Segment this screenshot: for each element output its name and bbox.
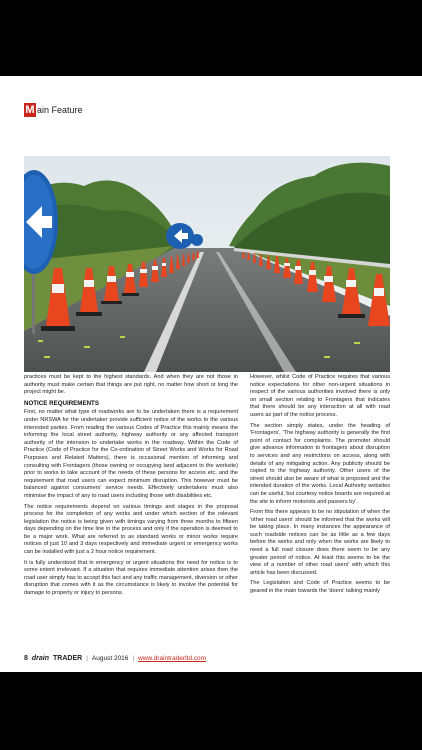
section-header: [24, 102, 83, 118]
paragraph: It is fully understood that in emergency or urgent situations the need for notice is to some extent irrelevant. If a situation that requires immediate attention arises then the road user simply has to accept this fact and any traffic management, diversion or other disruption that comes with it as the circumstance is likely to involve the potential for damage to property or injury to persons.: [24, 559, 238, 597]
magazine-page: [0, 76, 422, 672]
paragraph: From this there appears to be no stipulation of when the 'other road users' should be informed that the works will be taking place. In many instances the appearance of such roadside notices can be as little as a few days before the works and only when the works are likely to need a full road closure does there seem to be any greater period of notice. At least this seems to be the view of a number of other road users' with which this article has been discussed.: [250, 509, 390, 576]
footer-separator: |: [132, 654, 135, 662]
brand-drain: drain: [31, 654, 50, 662]
page-footer: [24, 652, 206, 664]
column-right: [250, 374, 390, 599]
paragraph: The section simply states, under the heading of 'Frontagers', 'The highway authority is generally the first point of contact for complaints. The promoter should give advance information to frontagers about disruption to services and any restrictions on access, along with details of any mitigating action. Any publicity should be copied to the highway authority. Other users of the street should also be aware of what is proposed and the intended duration of the works. Local Authority websites can be useful, but courtesy notice boards are required at the site to inform motorists and passers by'.: [250, 422, 390, 505]
section-title: ain Feature: [37, 105, 83, 115]
paragraph: The Legislation and Code of Practice seems to be geared in the main towards the 'doers' talking mainly: [250, 580, 390, 595]
subheading: NOTICE REQUIREMENTS: [24, 399, 99, 407]
paragraph: However, whilst Code of Practice requires that various notice expectations for other non-urgent situations in respect of the various authorities involved there is only on small section relating to Frontagers that indicates that there should be any interaction at all with road users as part of the notice process.: [250, 374, 390, 418]
article-body: [24, 374, 390, 648]
roadworks-photo: [24, 156, 390, 372]
issue-date: August 2016: [91, 654, 129, 662]
page-number: 8: [24, 654, 28, 662]
paragraph: practices must be kept to the highest standards. And when they are not those in authority must make certain that things are put right, no matter how short or long the project might be.: [24, 374, 238, 396]
brand-trader: TRADER: [53, 654, 83, 662]
section-logo: M: [25, 103, 35, 116]
paragraph: First, no matter what type of roadworks are to be undertaken there is a requirement under NRSWA for the undertaker provide sufficient notice of the works to the various interested parties. From reading the various Codes of Practice this mainly means the informing the local street authority, highway authority or any affected transport authority of the intension to undertake works in the roadway. Within the Code of Practice (Code of Practice for the Co-ordination of Street Works and Works for Road Purposes and Related Matters), there is occasional mention of informing and consulting with Frontagers (those owning or occupying land adjacent to the worksite) prior to works to take account of the needs of these persons for access etc. and the requirement that road users can expect minimum disruption. This however must be balanced against consumers' service needs. Effectively undertakers must also minimise the impact of any to road users including those with disabilities etc.: [24, 409, 238, 499]
article-photo: [24, 156, 390, 372]
paragraph: The notice requirements depend on various timings and stages in the proposal process for the completion of any works and under which section of the relevant legislation the notice is being given with timings varying from three months to fifteen days depending on the time line in the process and only if the operation is deemed to be a major work. What are referred to as standard works or minor works require notices of just 10 and 3 days respectively and immediate urgent or emergency works can be installed with just a 2 hour notice requirement.: [24, 503, 238, 556]
footer-separator: |: [86, 654, 88, 662]
column-left: [24, 374, 238, 601]
website-link[interactable]: www.draintraderltd.com: [138, 654, 207, 662]
